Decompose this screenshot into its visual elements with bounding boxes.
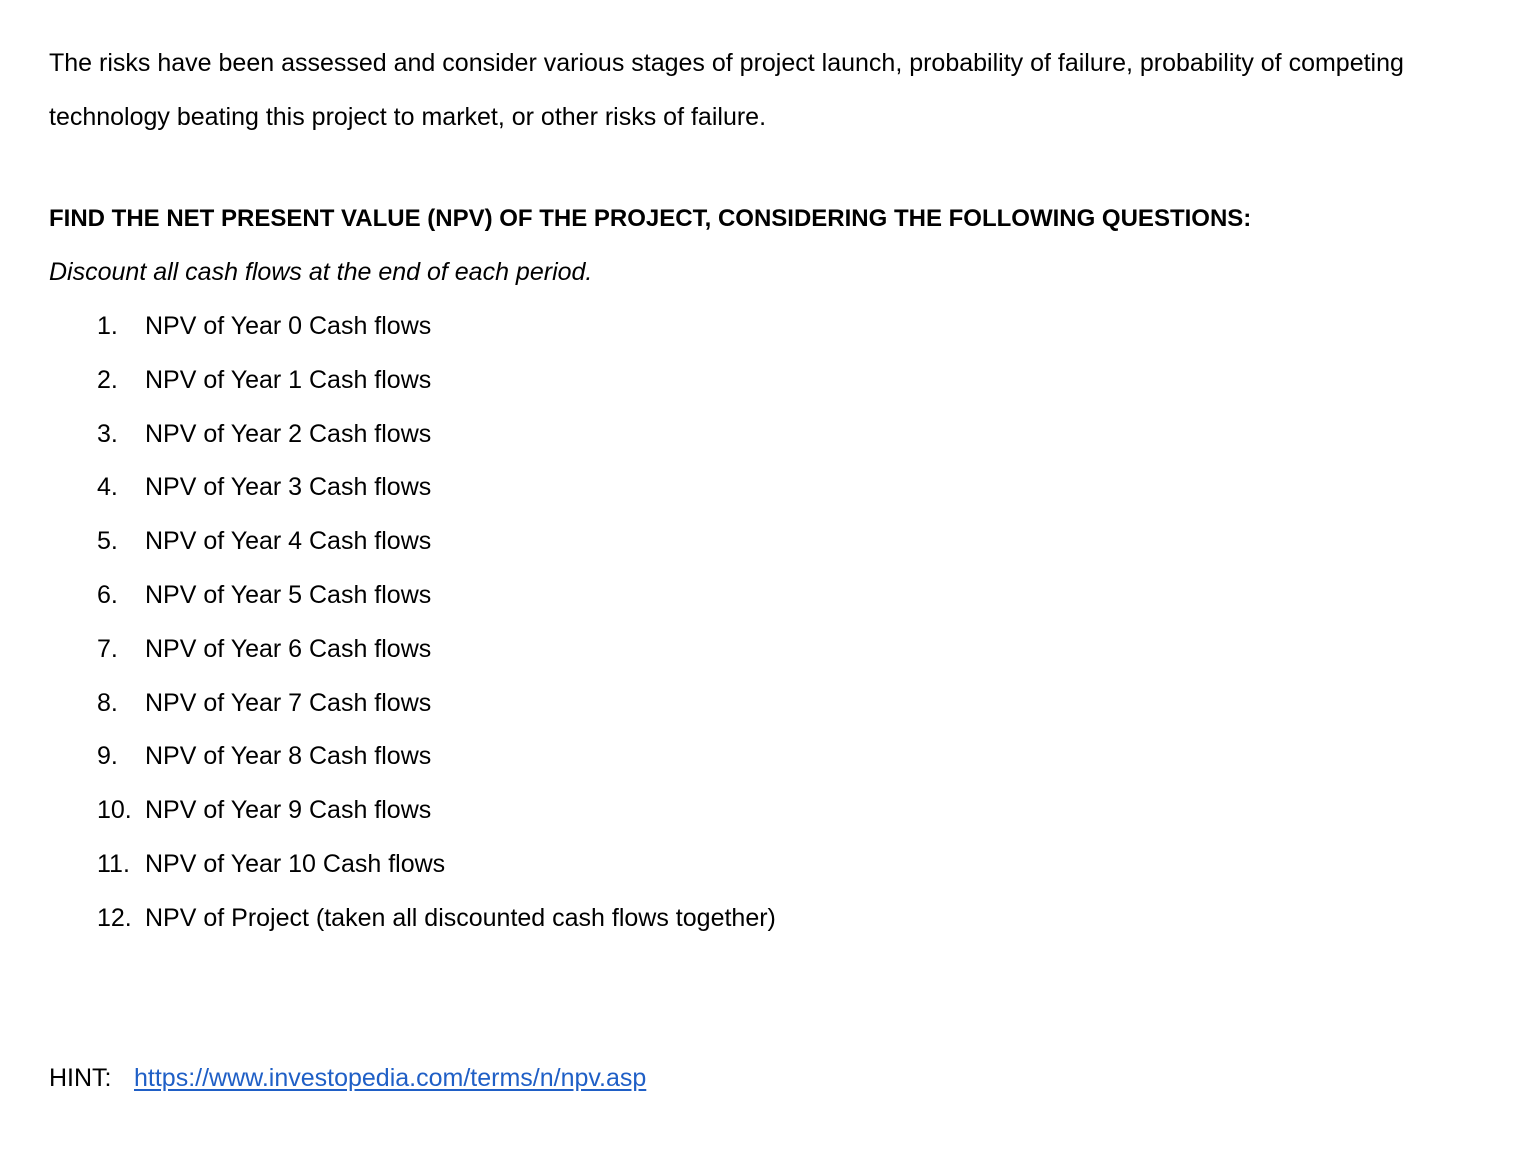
list-item-number: 3. [97,419,118,448]
list-item-text: NPV of Year 8 Cash flows [145,742,432,771]
npv-reference-link[interactable]: https://www.investopedia.com/terms/n/npv.asp [134,1064,647,1092]
section-heading: FIND THE NET PRESENT VALUE (NPV) OF THE PROJECT, CONSIDERING THE FOLLOWING QUESTIONS: [49,205,1252,232]
list-item-number: 2. [97,365,118,394]
list-item-number: 9. [97,742,118,771]
list-item-number: 11. [97,849,130,878]
list-item-text: NPV of Year 6 Cash flows [145,634,432,663]
list-item [97,681,776,735]
list-item-text: NPV of Year 1 Cash flows [145,365,432,394]
list-item [97,896,776,950]
list-item [97,573,776,627]
instruction-text: Discount all cash flows at the end of each period. [49,258,593,286]
list-item [97,519,776,573]
list-item [97,412,776,466]
list-item-number: 4. [97,473,118,502]
list-item-text: NPV of Year 4 Cash flows [145,527,432,556]
list-item-text: NPV of Year 5 Cash flows [145,580,432,609]
intro-paragraph: The risks have been assessed and consider various stages of project launch, probability of failure, probability of competing technology beating this project to market, or other risks of failure. [49,49,1404,131]
list-item [97,842,776,896]
list-item [97,627,776,681]
list-item-text: NPV of Year 7 Cash flows [145,688,432,717]
list-item [97,465,776,519]
list-item-number: 12. [97,903,132,932]
list-item-number: 7. [97,634,118,663]
list-item [97,788,776,842]
list-item [97,358,776,412]
list-item [97,734,776,788]
list-item [97,304,776,358]
list-item-text: NPV of Year 10 Cash flows [145,849,446,878]
list-item-number: 1. [97,312,118,340]
list-item-text: NPV of Year 2 Cash flows [145,419,432,448]
list-item-text: NPV of Year 0 Cash flows [145,312,432,340]
list-item-number: 5. [97,527,118,556]
list-item-number: 6. [97,580,118,609]
list-item-number: 10. [97,796,132,825]
list-item-text: NPV of Project (taken all discounted cash flows together) [145,903,776,932]
list-item-number: 8. [97,688,118,717]
question-list [97,304,776,950]
hint-label: HINT: [49,1064,112,1092]
list-item-text: NPV of Year 9 Cash flows [145,796,432,825]
hint-line [49,1056,646,1100]
list-item-text: NPV of Year 3 Cash flows [145,473,432,502]
